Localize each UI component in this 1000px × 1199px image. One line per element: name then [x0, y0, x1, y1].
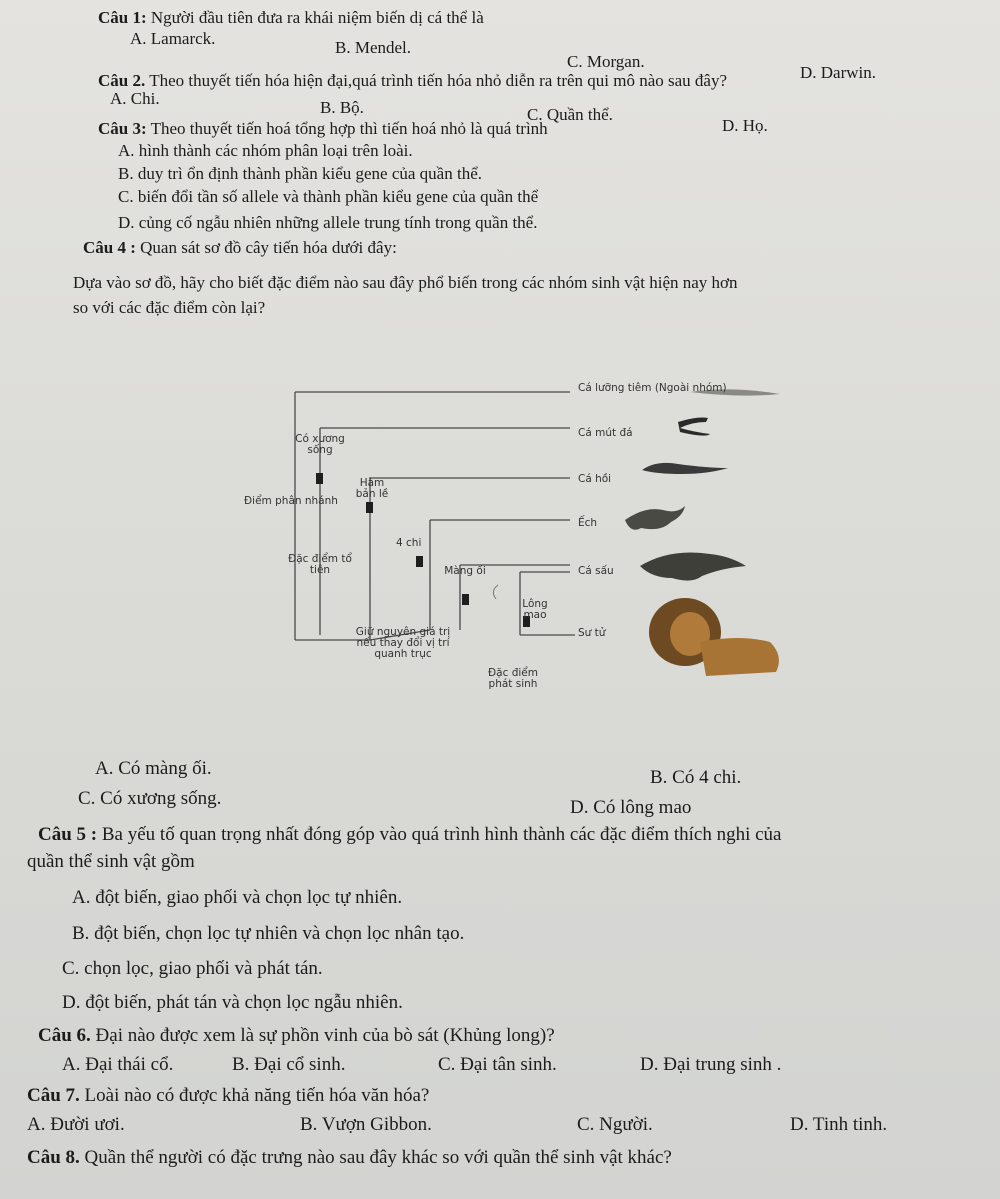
q2-option-d: D. Họ. — [722, 116, 768, 135]
trait-4-limbs-label: 4 chi — [396, 537, 422, 549]
q6-option-d: D. Đại trung sinh . — [640, 1054, 782, 1075]
legend-ancestral-trait: Đặc điểm tổ tiên — [288, 553, 352, 576]
q6-option-c: C. Đại tân sinh. — [438, 1054, 557, 1075]
q5-stem-line2: quần thể sinh vật gồm — [27, 851, 195, 872]
frog-icon — [625, 506, 685, 530]
q7-option-b: B. Vượn Gibbon. — [300, 1114, 432, 1135]
q2-option-b: B. Bộ. — [320, 98, 364, 117]
q6-option-a: A. Đại thái cổ. — [62, 1054, 174, 1075]
trait-vertebrae-label: Có xương sống — [295, 433, 345, 456]
q4-option-b: B. Có 4 chi. — [650, 767, 742, 788]
q4-stem-line3: so với các đặc điểm còn lại? — [73, 298, 266, 317]
legend-rotation: Giữ nguyên giá trị nếu thay đổi vị trí quanh trục — [355, 626, 451, 660]
q8-stem: Câu 8. Quần thể người có đặc trưng nào sau đây khác so với quần thể sinh vật khác? — [27, 1147, 672, 1168]
q7-option-a: A. Đười ươi. — [27, 1114, 125, 1135]
q2-option-a: A. Chi. — [110, 89, 160, 108]
lion-icon — [649, 598, 779, 676]
q5-stem: Câu 5 : Ba yếu tố quan trọng nhất đóng góp vào quá trình hình thành các đặc điểm thích nghi của — [38, 824, 782, 845]
q4-option-a: A. Có màng ối. — [95, 758, 212, 779]
q4-option-d: D. Có lông mao — [570, 797, 692, 818]
trait-mark-mang-oi — [462, 594, 469, 605]
q4-stem-line2: Dựa vào sơ đồ, hãy cho biết đặc điểm nào sau đây phổ biến trong các nhóm sinh vật hiện nay hơn — [73, 273, 738, 292]
legend-derived-trait: Đặc điểm phát sinh — [488, 667, 538, 690]
tree-lines — [230, 370, 790, 710]
trait-mark-ham — [366, 502, 373, 513]
trait-mark-4-chi — [416, 556, 423, 567]
trait-jaw-label: Hàm bản lề — [355, 477, 389, 500]
q4-stem: Câu 4 : Quan sát sơ đồ cây tiến hóa dưới đây: — [83, 238, 397, 257]
taxon-lion-label: Sư tử — [578, 627, 606, 639]
q4-option-c: C. Có xương sống. — [78, 788, 222, 809]
crocodile-icon — [640, 553, 746, 581]
q3-option-b: B. duy trì ổn định thành phần kiểu gene của quần thể. — [118, 164, 482, 183]
q3-option-d: D. củng cố ngẫu nhiên những allele trung tính trong quần thể. — [118, 213, 538, 232]
trait-mark-xuong-song — [316, 473, 323, 484]
lamprey-icon — [678, 418, 710, 436]
trait-hair-label: Lông mao — [522, 598, 548, 621]
taxon-frog-label: Ếch — [578, 517, 598, 529]
q3-stem: Câu 3: Theo thuyết tiến hoá tổng hợp thì tiến hoá nhỏ là quá trình — [98, 119, 548, 138]
q2-option-c: C. Quần thể. — [527, 105, 613, 124]
q1-option-a: A. Lamarck. — [130, 29, 216, 48]
legend-branch-point: Điểm phân nhánh — [244, 495, 338, 507]
q6-stem: Câu 6. Đại nào được xem là sự phồn vinh của bò sát (Khủng long)? — [38, 1025, 555, 1046]
q5-option-c: C. chọn lọc, giao phối và phát tán. — [62, 958, 323, 979]
taxon-lamprey-label: Cá mút đá — [578, 427, 633, 439]
q3-option-c: C. biến đổi tần số allele và thành phần kiểu gene của quần thể — [118, 187, 539, 206]
q5-option-a: A. đột biến, giao phối và chọn lọc tự nhiên. — [72, 887, 403, 908]
q1-stem: Câu 1: Người đầu tiên đưa ra khái niệm biến dị cá thể là — [98, 8, 484, 27]
q6-option-b: B. Đại cổ sinh. — [232, 1054, 346, 1075]
taxon-salmon-label: Cá hồi — [578, 473, 612, 485]
q3-option-a: A. hình thành các nhóm phân loại trên loài. — [118, 141, 413, 160]
q1-option-d: D. Darwin. — [800, 63, 877, 82]
trait-amnion-label: Màng ối — [444, 565, 486, 577]
q1-option-b: B. Mendel. — [335, 38, 412, 57]
q7-option-c: C. Người. — [577, 1114, 653, 1135]
q7-option-d: D. Tinh tinh. — [790, 1114, 888, 1135]
q5-option-d: D. đột biến, phát tán và chọn lọc ngẫu nhiên. — [62, 992, 403, 1013]
taxon-lancelet-label: Cá lưỡng tiêm (Ngoài nhóm) — [578, 382, 727, 394]
q5-option-b: B. đột biến, chọn lọc tự nhiên và chọn lọc nhân tạo. — [72, 923, 465, 944]
q1-option-c: C. Morgan. — [567, 52, 645, 71]
phylogenetic-tree — [230, 370, 790, 710]
salmon-icon — [642, 463, 728, 474]
q2-stem: Câu 2. Theo thuyết tiến hóa hiện đại,quá trình tiến hóa nhỏ diễn ra trên qui mô nào sau đây? — [98, 71, 728, 90]
taxon-crocodile-label: Cá sấu — [578, 565, 614, 577]
q7-stem: Câu 7. Loài nào có được khả năng tiến hóa văn hóa? — [27, 1085, 430, 1106]
